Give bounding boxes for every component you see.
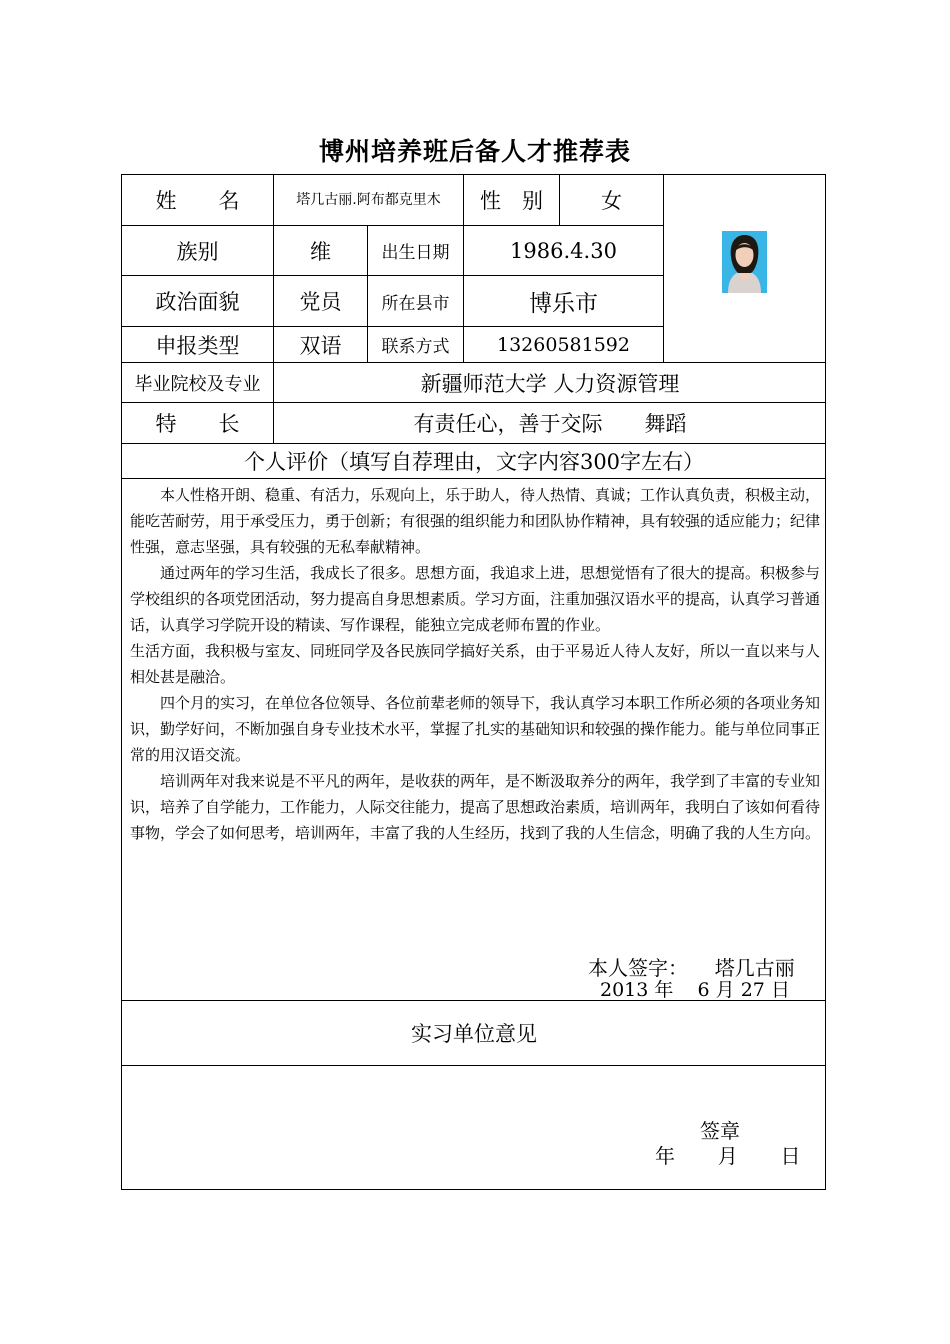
ethnicity-label: 族别 xyxy=(176,239,219,264)
evaluation-paragraph: 通过两年的学习生活，我成长了很多。思想方面，我追求上进，思想觉悟有了很大的提高。积极参与学校组织的各项党团活动，努力提高自身思想素质。学习方面，注重加强汉语水平的提高，认真学习普通话，认真学习学院开设的精读、写作课程，能独立完成老师布置的作业。 xyxy=(130,564,821,634)
evaluation-paragraph: 四个月的实习，在单位各位领导、各位前辈老师的领导下，我认真学习本职工作所必须的各项业务知识，勤学好问，不断加强自身专业技术水平，掌握了扎实的基础知识和较强的操作能力。能与单位同事正常的用汉语交流。 xyxy=(130,694,821,764)
evaluation-heading: 个人评价（填写自荐理由，文字内容300字左右） xyxy=(243,450,705,474)
month-char: 月 xyxy=(715,979,735,1001)
name-label: 姓 名 xyxy=(155,189,240,213)
grid-line xyxy=(663,175,664,362)
school-label: 毕业院校及专业 xyxy=(134,373,261,395)
stamp-label: 签章 xyxy=(700,1119,740,1143)
skill-value: 有责任心，善于交际 舞蹈 xyxy=(413,412,687,436)
opinion-date xyxy=(655,1140,800,1169)
political-label: 政治面貌 xyxy=(155,290,240,314)
evaluation-paragraph: 培训两年对我来说是不平凡的两年，是收获的两年，是不断汲取养分的两年，我学到了丰富的专业知识，培养了自学能力，工作能力，人际交往能力，提高了思想政治素质，培训两年，我明白了该如何看待事物，学会了如何思考，培训两年，丰富了我的人生经历，找到了我的人生信念，明确了我的人生方向。 xyxy=(130,772,821,842)
year-char: 年 xyxy=(654,979,674,1001)
type-value: 双语 xyxy=(299,333,342,358)
month-char: 月 xyxy=(717,1144,738,1168)
contact-value: 13260581592 xyxy=(497,333,630,356)
page-title: 博州培养班后备人才推荐表 xyxy=(318,137,631,166)
grid-line xyxy=(122,478,826,479)
applicant-photo xyxy=(722,231,767,293)
political-value: 党员 xyxy=(299,290,342,314)
ethnicity-value: 维 xyxy=(310,239,331,264)
type-label: 申报类型 xyxy=(155,333,240,358)
birth-value: 1986.4.30 xyxy=(510,238,617,263)
county-label: 所在县市 xyxy=(381,293,450,314)
year-char: 年 xyxy=(655,1144,675,1168)
evaluation-paragraph: 本人性格开朗、稳重、有活力，乐观向上，乐于助人，待人热情、真诚；工作认真负责，积极主动，能吃苦耐劳，用于承受压力，勇于创新；有很强的组织能力和团队协作精神，具有较强的适应能力；纪律性强，意志坚强，具有较强的无私奉献精神。 xyxy=(130,486,821,556)
date-month: 6 xyxy=(697,979,710,1001)
county-value: 博乐市 xyxy=(529,290,598,317)
date-year: 2013 xyxy=(600,979,649,1001)
day-char: 日 xyxy=(780,1144,801,1168)
school-value: 新疆师范大学 人力资源管理 xyxy=(420,371,680,396)
date-day: 27 xyxy=(740,979,765,1001)
skill-label: 特 长 xyxy=(155,412,240,436)
grid-line xyxy=(122,1065,826,1066)
evaluation-paragraph: 生活方面，我积极与室友、同班同学及各民族同学搞好关系，由于平易近人待人友好，所以一直以来与人相处甚是融洽。 xyxy=(130,642,821,686)
day-char: 日 xyxy=(770,979,790,1001)
birth-label: 出生日期 xyxy=(381,243,450,263)
contact-label: 联系方式 xyxy=(381,337,450,357)
signature-label: 本人签字： xyxy=(588,956,688,980)
unit-opinion-heading: 实习单位意见 xyxy=(411,1022,537,1046)
name-value: 塔几古丽.阿布都克里木 xyxy=(296,192,441,208)
recommendation-form xyxy=(121,174,826,1190)
signature-date xyxy=(600,975,790,1002)
gender-label: 性 别 xyxy=(480,189,543,213)
gender-value: 女 xyxy=(601,189,622,213)
signature-name: 塔几古丽 xyxy=(714,956,795,980)
